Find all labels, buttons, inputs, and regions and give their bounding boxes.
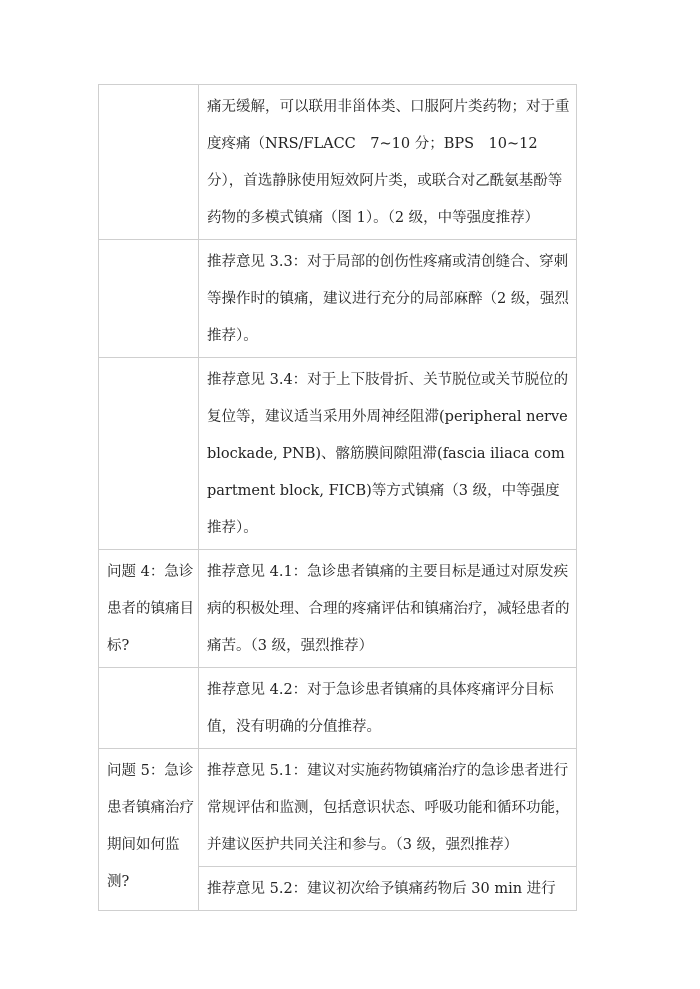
recommendation-cell — [199, 668, 577, 749]
table-row — [99, 668, 577, 749]
question-cell — [99, 749, 199, 911]
recommendation-text: 推荐意见 3.4：对于上下肢骨折、关节脱位或关节脱位的复位等，建议适当采用外周神经阻滞(peripheral nerve blockade, PNB)、髂筋膜间隙阻滞(fascia iliaca compartment block, FICB)等方式镇痛（3 级，中等强度推荐）。 — [207, 372, 569, 536]
table-row — [99, 358, 577, 550]
recommendation-text: 推荐意见 5.1：建议对实施药物镇痛治疗的急诊患者进行常规评估和监测，包括意识状态、呼吸功能和循环功能，并建议医护共同关注和参与。（3 级，强烈推荐） — [207, 763, 570, 853]
question-cell — [99, 550, 199, 668]
question-cell — [99, 240, 199, 358]
recommendation-cell — [199, 358, 577, 550]
recommendation-cell — [199, 749, 577, 867]
question-text: 问题 4：急诊患者的镇痛目标? — [107, 564, 194, 654]
recommendation-text: 推荐意见 5.2：建议初次给予镇痛药物后 30 min 进行 — [207, 881, 556, 897]
recommendation-cell — [199, 85, 577, 240]
recommendation-cell — [199, 867, 577, 911]
recommendation-text: 推荐意见 4.1：急诊患者镇痛的主要目标是通过对原发疾病的积极处理、合理的疼痛评估和镇痛治疗，减轻患者的痛苦。（3 级，强烈推荐） — [207, 564, 570, 654]
recommendation-table — [98, 84, 577, 911]
recommendation-text: 痛无缓解，可以联用非甾体类、口服阿片类药物；对于重度疼痛（NRS/FLACC 7~10 分；BPS 10~12 分），首选静脉使用短效阿片类，或联合对乙酰氨基酚等药物的多模式镇痛（图 1）。（2 级，中等强度推荐） — [207, 99, 570, 226]
question-text: 问题 5：急诊患者镇痛治疗期间如何监测? — [107, 763, 194, 890]
recommendation-cell — [199, 550, 577, 668]
question-cell — [99, 358, 199, 550]
recommendation-cell — [199, 240, 577, 358]
table-row — [99, 85, 577, 240]
recommendation-text: 推荐意见 4.2：对于急诊患者镇痛的具体疼痛评分目标值，没有明确的分值推荐。 — [207, 682, 554, 735]
question-cell — [99, 668, 199, 749]
table-row — [99, 749, 577, 867]
table-row — [99, 240, 577, 358]
question-cell — [99, 85, 199, 240]
table-row — [99, 550, 577, 668]
recommendation-text: 推荐意见 3.3：对于局部的创伤性疼痛或清创缝合、穿刺等操作时的镇痛，建议进行充分的局部麻醉（2 级，强烈推荐）。 — [207, 254, 569, 344]
